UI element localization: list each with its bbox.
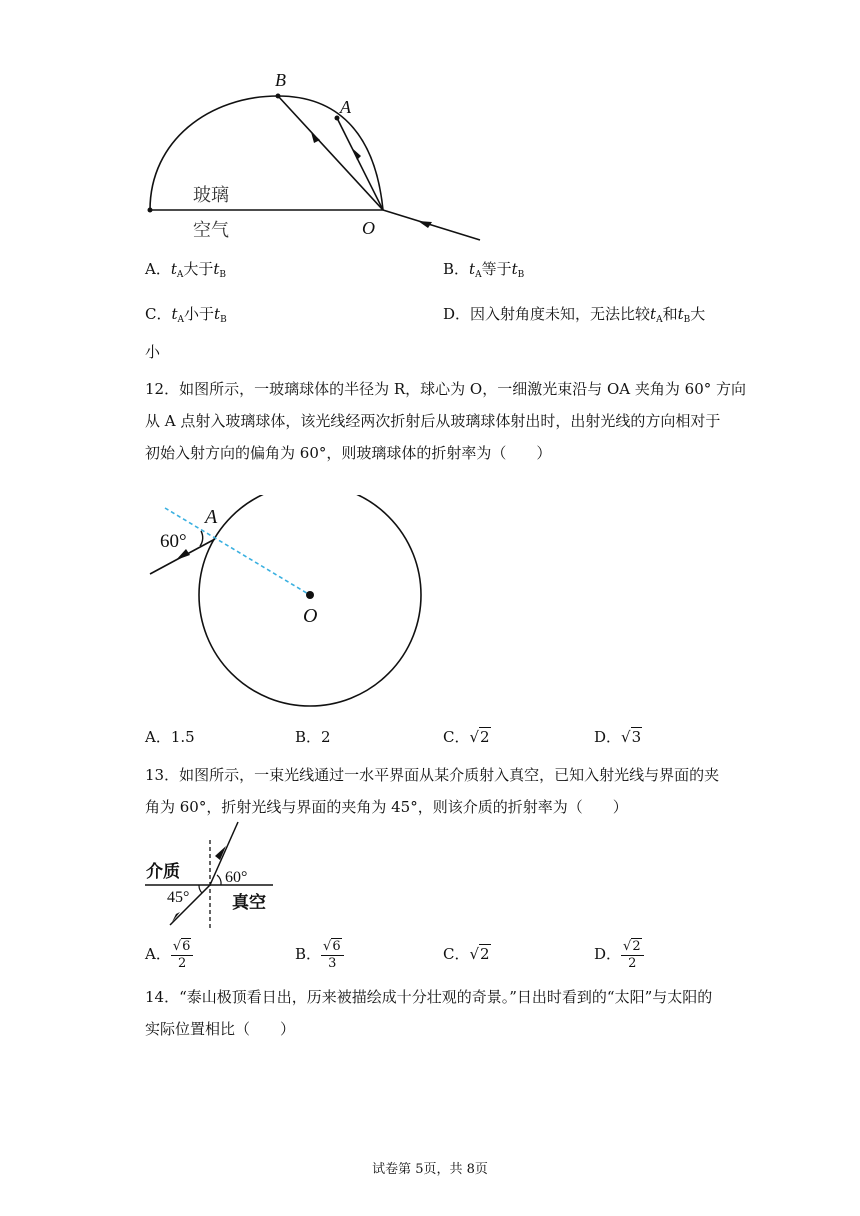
incident-arrow — [418, 221, 432, 228]
figure-refraction-interface — [140, 820, 290, 930]
q12-option-B: B．2 — [295, 728, 331, 746]
point-A — [335, 116, 340, 121]
center-O — [306, 591, 314, 599]
q11-option-D-wrap: 小 — [145, 343, 161, 361]
incident-ray — [383, 210, 480, 240]
ray-OB-arrow — [311, 132, 320, 143]
point-B — [276, 94, 281, 99]
ray-OA-arrow — [352, 148, 361, 160]
q13-option-C: C．√2 — [443, 945, 490, 963]
sphere-outline — [199, 495, 421, 706]
q11-option-D: D．因入射角度未知，无法比较$t_A$和$t_B$大 — [443, 305, 706, 325]
q12-line1: 12．如图所示，一玻璃球体的半径为 R，球心为 O，一细激光束沿与 OA 夹角为 60° 方向 — [145, 380, 747, 398]
q11-option-A: A．$t_A$大于$t_B$ — [145, 260, 227, 280]
angle-arc-60-q13 — [217, 875, 221, 885]
label-medium: 介质 — [146, 862, 180, 881]
q13-line2: 角为 60°，折射光线与界面的夹角为 45°，则该介质的折射率为（ ） — [145, 798, 628, 816]
sphere-label-O: O — [303, 605, 318, 627]
label-O: O — [362, 218, 375, 238]
q12-option-A: A．1.5 — [145, 728, 195, 746]
q11-option-B: B．$t_A$等于$t_B$ — [443, 260, 525, 280]
q11-option-C: C．$t_A$小于$t_B$ — [145, 305, 227, 325]
label-vacuum: 真空 — [232, 893, 266, 912]
q13-option-D: D． $\frac{√2}{2}$ — [594, 934, 644, 974]
q12-option-D: D．√3 — [594, 728, 642, 746]
q13-line1: 13．如图所示，一束光线通过一水平界面从某介质射入真空，已知入射光线与界面的夹 — [145, 766, 720, 784]
left-endpoint — [148, 208, 153, 213]
q12-line3: 初始入射方向的偏角为 60°，则玻璃球体的折射率为（ ） — [145, 444, 552, 462]
sphere-angle-60: 60° — [160, 531, 187, 552]
figure-semicircle-refraction — [120, 60, 500, 250]
label-glass: 玻璃 — [193, 185, 229, 206]
angle-arc-45-q13 — [199, 885, 202, 893]
q13-option-A: A． $\frac{√6}{2}$ — [145, 934, 193, 974]
ray-OB — [278, 96, 383, 210]
q14-line2: 实际位置相比（ ） — [145, 1020, 296, 1038]
angle-arc-60 — [200, 531, 203, 546]
label-A: A — [340, 97, 351, 117]
q12-line2: 从 A 点射入玻璃球体，该光线经两次折射后从玻璃球体射出时，出射光线的方向相对于 — [145, 412, 721, 430]
label-B: B — [275, 70, 286, 90]
figure-glass-sphere — [140, 495, 440, 715]
sphere-label-A: A — [205, 506, 218, 528]
ray-OA — [337, 118, 383, 210]
label-60: 60° — [225, 869, 248, 886]
q13-option-B: B． $\frac{√6}{3}$ — [295, 934, 344, 974]
page-footer: 试卷第 5页，共 8页 — [372, 1162, 488, 1177]
q12-option-C: C．√2 — [443, 728, 490, 746]
label-air: 空气 — [193, 220, 229, 241]
q14-line1: 14．“泰山极顶看日出，历来被描绘成十分壮观的奇景。”日出时看到的“太阳”与太阳的 — [145, 988, 713, 1006]
label-45: 45° — [167, 889, 190, 906]
